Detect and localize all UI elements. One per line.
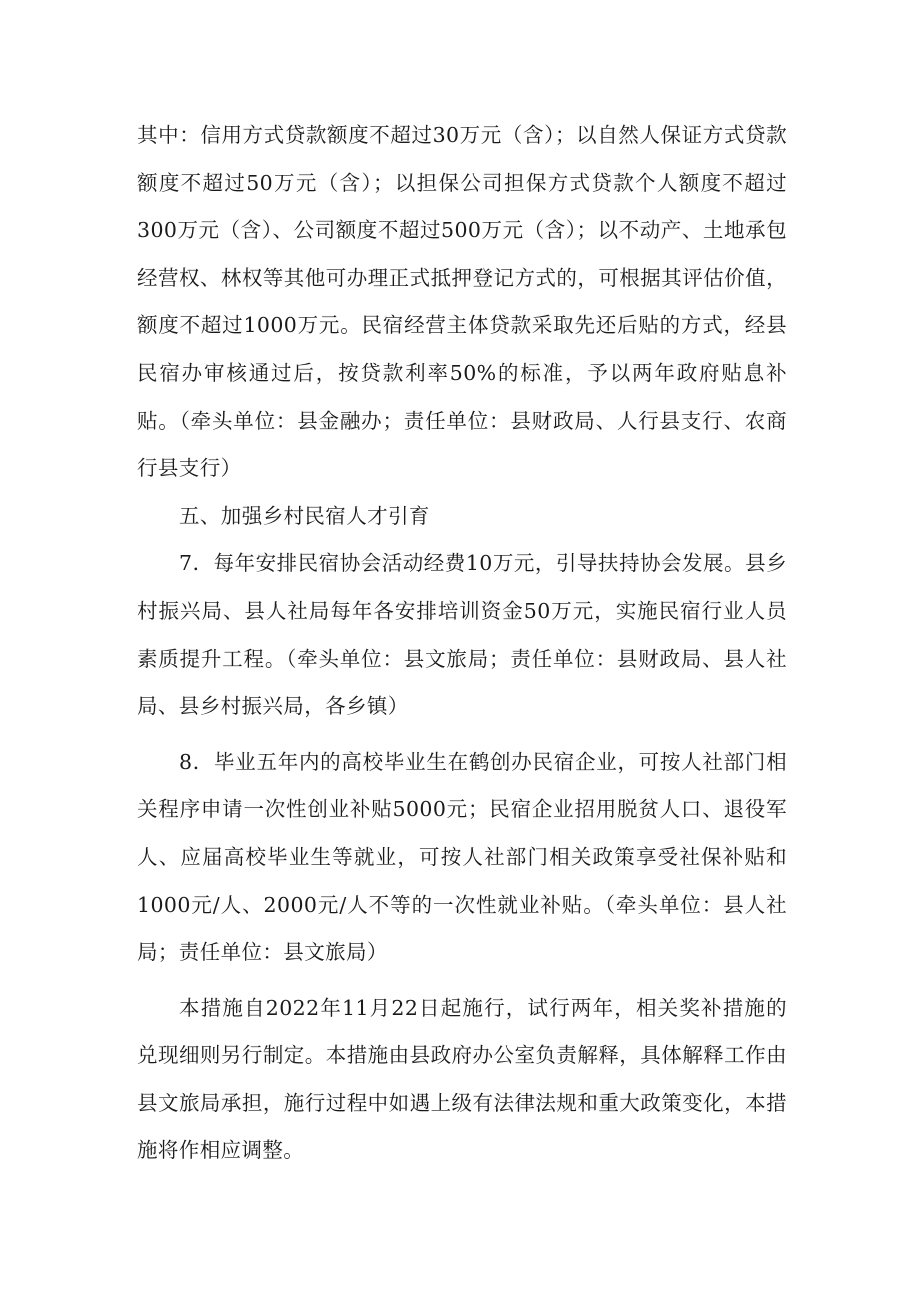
item-8-paragraph: 8．毕业五年内的高校毕业生在鹤创办民宿企业，可按人社部门相关程序申请一次性创业补贴5000元；民宿企业招用脱贫人口、退役军人、应届高校毕业生等就业，可按人社部门相关政策享受社保补贴和1000元/人、2000元/人不等的一次性就业补贴。（牵头单位：县人社局；责任单位：县文旅局） [137,749,787,965]
loan-terms-paragraph: 其中：信用方式贷款额度不超过30万元（含）；以自然人保证方式贷款额度不超过50万元（含）；以担保公司担保方式贷款个人额度不超过300万元（含）、公司额度不超过500万元（含）；以不动产、土地承包经营权、林权等其他可办理正式抵押登记方式的，可根据其评估价值，额度不超过1000万元。民宿经营主体贷款采取先还后贴的方式，经县民宿办审核通过后，按贷款利率50%的标准，予以两年政府贴息补贴。（牵头单位：县金融办；责任单位：县财政局、人行县支行、农商行县支行） [137,123,787,481]
paragraph-gap [137,731,787,739]
item-7-paragraph: 7．每年安排民宿协会活动经费10万元，引导扶持协会发展。县乡村振兴局、县人社局每年各安排培训资金50万元，实施民宿行业人员素质提升工程。（牵头单位：县文旅局；责任单位：县财政局、县人社局、县乡村振兴局，各乡镇） [137,551,787,719]
document-body [137,112,787,1175]
section-heading: 五、加强乡村民宿人才引育 [179,503,430,528]
paragraph-gap [137,977,787,985]
closing-paragraph: 本措施自2022年11月22日起施行，试行两年，相关奖补措施的兑现细则另行制定。本措施由县政府办公室负责解释，具体解释工作由县文旅局承担，施行过程中如遇上级有法律法规和重大政策变化，本措施将作相应调整。 [137,995,787,1163]
